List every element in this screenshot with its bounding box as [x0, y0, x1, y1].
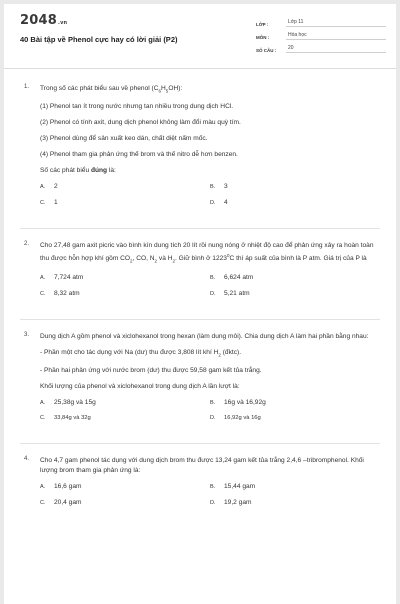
text-part: , CO, N — [132, 255, 155, 263]
option-c[interactable] — [40, 415, 210, 421]
prompt-text: Số các phát biểu — [40, 167, 91, 175]
logo-text: 2048 — [20, 13, 57, 28]
option-letter: A. — [40, 400, 46, 407]
option-b[interactable] — [210, 274, 380, 281]
question-divider — [20, 228, 380, 229]
meta-info — [256, 14, 386, 53]
question-number: 1. — [24, 84, 30, 90]
question-prompt: Khối lượng của phenol và xiclohexanol trong dung dịch A lần lượt là: — [40, 383, 240, 391]
question-4 — [4, 456, 396, 515]
option-a[interactable] — [40, 399, 210, 406]
option-c[interactable] — [40, 199, 210, 206]
meta-row-class — [256, 14, 386, 27]
meta-row-subject — [256, 27, 386, 40]
option-letter: B. — [210, 184, 216, 191]
text-part: và H — [157, 255, 173, 263]
worksheet-page — [4, 4, 396, 604]
question-divider — [20, 443, 380, 444]
answer-options — [40, 483, 380, 515]
text-part: C thì áp suất của bình là P atm. Giá trị của P là — [229, 255, 367, 263]
text-part: . Giữ bình ở 1223 — [174, 255, 227, 263]
statement-2: - Phần hai phản ứng với nước brom (dư) thu được 59,58 gam kết tủa trắng. — [40, 367, 262, 375]
option-b[interactable] — [210, 483, 380, 490]
meta-label-class: LỚP : — [256, 22, 269, 27]
question-divider — [20, 319, 380, 320]
option-letter: C. — [40, 200, 46, 207]
answer-options — [40, 399, 380, 430]
option-b[interactable] — [210, 183, 380, 190]
subscript: 2 — [218, 352, 221, 358]
question-text: Cho 4,7 gam phenol tác dụng với dung dịch brom thu được 13,24 gam kết tủa trắng 2,4,6 –tribromphenol. Khối lượng brom tham gia phản ứng là: — [40, 457, 364, 475]
option-text: 1 — [54, 199, 58, 207]
question-1 — [4, 84, 396, 215]
option-text: 15,44 gam — [224, 483, 256, 491]
option-text: 5,21 atm — [224, 289, 250, 297]
question-number: 4. — [24, 456, 30, 463]
question-text: Dung dịch A gồm phenol và xiclohexanol trong hexan (làm dung môi). Chia dung dịch A làm hai phần bằng nhau: — [40, 332, 369, 340]
option-letter: B. — [210, 484, 216, 491]
meta-value-subject: Hóa học — [286, 32, 386, 40]
option-text: 20,4 gam — [54, 499, 82, 507]
option-c[interactable] — [40, 499, 210, 506]
option-letter: C. — [40, 500, 46, 507]
option-letter: D. — [210, 500, 216, 507]
option-d[interactable] — [210, 415, 380, 421]
option-text: 8,32 atm — [54, 289, 80, 297]
option-letter: D. — [210, 415, 216, 422]
option-text: 16,92g và 16g — [224, 415, 261, 422]
option-text: 19,2 gam — [224, 499, 252, 507]
statement-1: (1) Phenol tan ít trong nước nhưng tan nhiều trong dung dịch HCl. — [40, 103, 234, 111]
option-text: 4 — [224, 199, 228, 207]
prompt-emphasis: đúng — [90, 167, 108, 175]
question-number: 2. — [24, 241, 30, 248]
question-2 — [4, 241, 396, 306]
option-text: 3 — [224, 183, 228, 191]
statement-1 — [40, 348, 380, 360]
statement-2: (2) Phenol có tính axit, dung dịch phenol không làm đổi màu quỳ tím. — [40, 119, 241, 127]
text-part: - Phần một cho tác dụng với Na (dư) thu được 3,808 lít khí H — [40, 348, 219, 356]
option-letter: B. — [210, 274, 216, 281]
option-c[interactable] — [40, 290, 210, 297]
meta-value-class: Lớp 11 — [286, 19, 386, 27]
question-text — [40, 241, 380, 267]
text-part: Cho 27,48 gam axit picric vào bình kín dung tích 20 lít rồi nung nóng ở nhiệt độ cao để phản ứng xảy ra hoàn toàn thu được hỗn hợp khí gồm CO — [40, 242, 374, 263]
option-d[interactable] — [210, 499, 380, 506]
option-a[interactable] — [40, 483, 210, 490]
prompt-text: là: — [107, 167, 116, 175]
subscript: 2 — [130, 258, 133, 264]
option-letter: A. — [40, 184, 46, 191]
meta-row-count — [256, 40, 386, 53]
option-a[interactable] — [40, 274, 210, 281]
option-letter: A. — [40, 484, 46, 491]
meta-label-subject: MÔN : — [256, 35, 270, 40]
option-text: 33,84g và 32g — [54, 415, 91, 422]
header-divider — [4, 68, 396, 69]
option-text: 25,38g và 15g — [54, 399, 96, 407]
option-text: 7,724 atm — [54, 273, 84, 281]
option-letter: C. — [40, 290, 46, 297]
meta-value-count: 20 — [286, 45, 386, 53]
option-letter: D. — [210, 290, 216, 297]
answer-options — [40, 183, 380, 215]
option-letter: B. — [210, 400, 216, 407]
question-number: 3. — [24, 331, 30, 338]
option-text: 2 — [54, 183, 58, 191]
text-part: (đktc). — [220, 348, 242, 356]
logo-suffix: .vn — [57, 20, 68, 26]
option-letter: A. — [40, 274, 46, 281]
option-text: 6,624 atm — [224, 273, 254, 281]
site-logo[interactable] — [20, 13, 67, 28]
statement-4: (4) Phenol tham gia phản ứng thế brom và thế nitro dễ hơn benzen. — [40, 151, 238, 159]
superscript: 0 — [226, 253, 230, 259]
subscript: 2 — [172, 258, 175, 264]
document-title: 40 Bài tập về Phenol cực hay có lời giải (P2) — [20, 35, 178, 44]
option-d[interactable] — [210, 199, 380, 206]
option-a[interactable] — [40, 183, 210, 190]
option-d[interactable] — [210, 290, 380, 297]
option-letter: C. — [40, 415, 46, 422]
option-letter: D. — [210, 200, 216, 207]
option-text: 16,6 gam — [54, 483, 82, 491]
answer-options — [40, 274, 380, 306]
question-text: Trong số các phát biểu sau về phenol $(C_6H_5OH)$: — [40, 85, 183, 94]
question-prompt — [40, 166, 380, 176]
subscript: 2 — [154, 258, 158, 264]
meta-label-count: SỐ CÂU : — [256, 48, 277, 53]
option-b[interactable] — [210, 399, 380, 406]
question-3 — [4, 332, 396, 430]
statement-3: (3) Phenol dùng để sản xuất keo dán, chất diệt nấm mốc. — [40, 135, 208, 143]
question-list — [4, 84, 396, 528]
option-text: 16g và 16,92g — [224, 399, 266, 407]
